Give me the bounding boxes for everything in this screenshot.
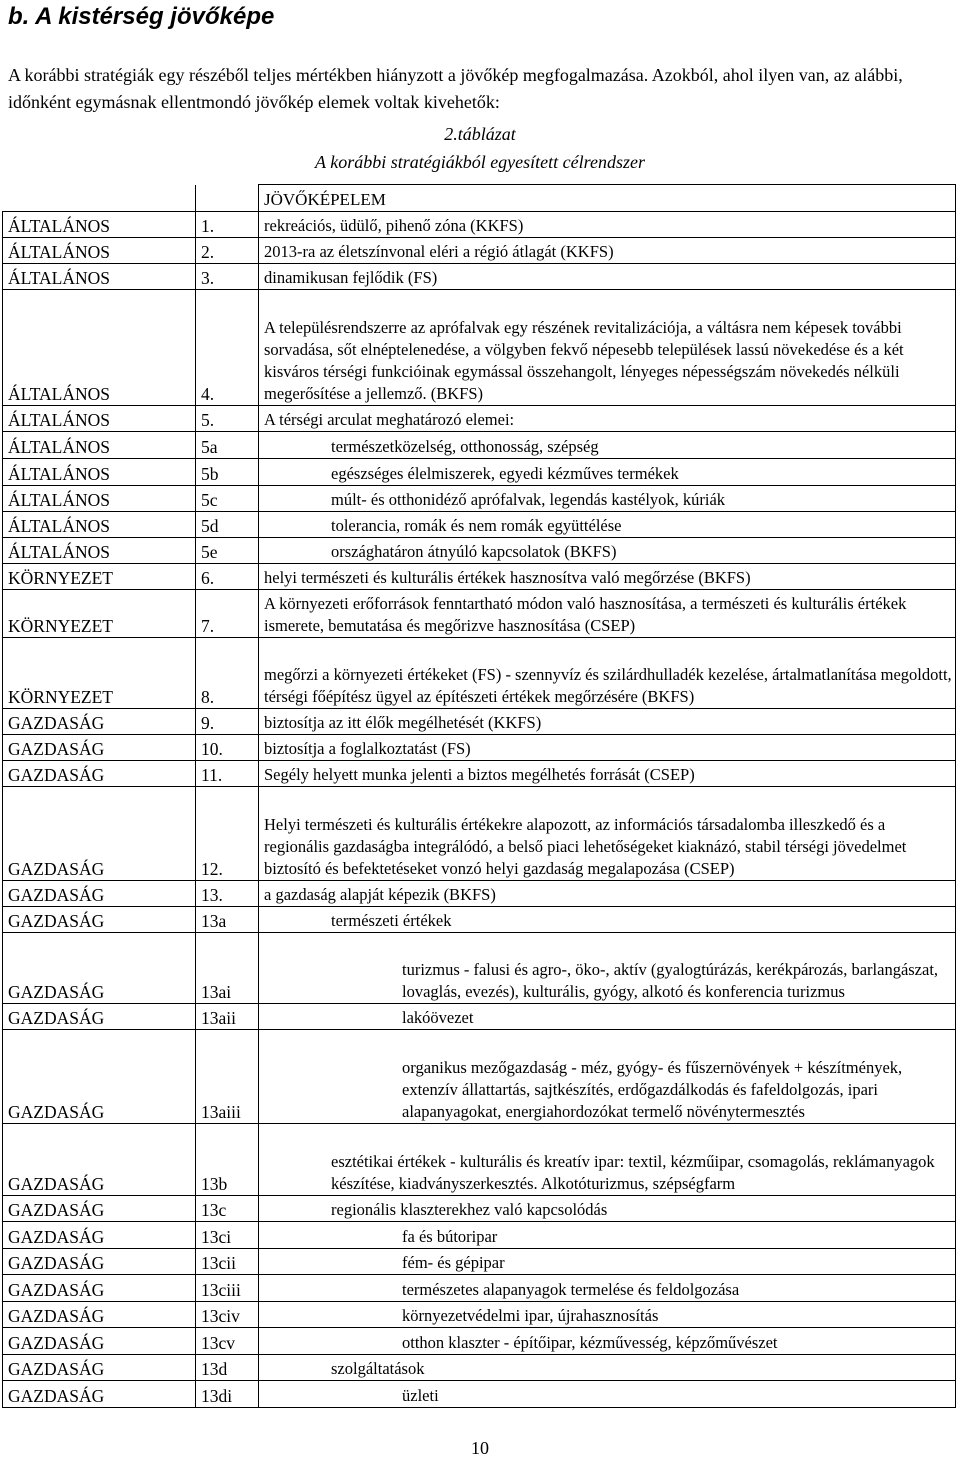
category-cell: ÁLTALÁNOS (3, 486, 196, 512)
item-number-cell: 13aiii (196, 1030, 259, 1124)
table-row (3, 538, 956, 564)
table-row (3, 512, 956, 538)
category-cell: ÁLTALÁNOS (3, 432, 196, 459)
category-cell: GAZDASÁG (3, 1030, 196, 1124)
vision-element-cell: üzleti (259, 1381, 956, 1408)
item-number-cell: 13c (196, 1196, 259, 1222)
table-row (3, 1355, 956, 1381)
item-number-cell: 5. (196, 406, 259, 432)
category-cell: GAZDASÁG (3, 1275, 196, 1302)
category-cell: GAZDASÁG (3, 787, 196, 881)
table-row (3, 1302, 956, 1328)
category-cell: ÁLTALÁNOS (3, 290, 196, 406)
category-cell: GAZDASÁG (3, 1381, 196, 1408)
category-cell: ÁLTALÁNOS (3, 264, 196, 290)
item-number-cell: 6. (196, 564, 259, 590)
category-cell: GAZDASÁG (3, 907, 196, 933)
category-cell: GAZDASÁG (3, 1222, 196, 1249)
table-row (3, 1196, 956, 1222)
table-row (3, 1249, 956, 1275)
table-row (3, 1381, 956, 1408)
category-cell: ÁLTALÁNOS (3, 538, 196, 564)
table-row (3, 1124, 956, 1196)
table-row (3, 238, 956, 264)
category-cell: GAZDASÁG (3, 1328, 196, 1355)
table-row (3, 590, 956, 638)
vision-element-cell: országhatáron átnyúló kapcsolatok (BKFS) (259, 538, 956, 564)
category-cell: GAZDASÁG (3, 709, 196, 735)
category-cell: GAZDASÁG (3, 881, 196, 907)
item-number-cell: 13d (196, 1355, 259, 1381)
category-cell: ÁLTALÁNOS (3, 512, 196, 538)
table-header-row (3, 185, 956, 212)
item-number-cell: 7. (196, 590, 259, 638)
table-row (3, 638, 956, 709)
category-cell: GAZDASÁG (3, 1302, 196, 1328)
category-cell: GAZDASÁG (3, 735, 196, 761)
item-number-cell: 13b (196, 1124, 259, 1196)
table-row (3, 933, 956, 1004)
item-number-cell: 5d (196, 512, 259, 538)
table-caption-number: 2.táblázat (444, 124, 516, 144)
table-row (3, 564, 956, 590)
item-number-cell: 13civ (196, 1302, 259, 1328)
intro-paragraph: A korábbi stratégiák egy részéből teljes mértékben hiányzott a jövőkép megfogalmazása. Azokból, ahol ilyen van, az alábbi, időnként egymásnak ellentmondó jövőkép elemek voltak kivehetők: (8, 65, 903, 112)
vision-element-cell: Segély helyett munka jelenti a biztos megélhetés forrását (CSEP) (259, 761, 956, 787)
item-number-cell: 13ai (196, 933, 259, 1004)
vision-element-cell: dinamikusan fejlődik (FS) (259, 264, 956, 290)
item-number-cell: 1. (196, 212, 259, 238)
table-row (3, 486, 956, 512)
item-number-cell: 13di (196, 1381, 259, 1408)
category-cell: GAZDASÁG (3, 1355, 196, 1381)
table-row (3, 459, 956, 486)
vision-element-cell: környezetvédelmi ipar, újrahasznosítás (259, 1302, 956, 1328)
vision-element-cell: A településrendszerre az aprófalvak egy részének revitalizációja, a váltásra nem képesek további sorvadása, sőt elnéptelenedése, a völgyben fekvő népesebb települések lassú növekedése és a két kisváros térségi funkcióinak egymással összehangolt, lényeges népességszám növekedés nélküli megerősítése a jellemző. (BKFS) (259, 290, 956, 406)
category-cell: ÁLTALÁNOS (3, 212, 196, 238)
table-row (3, 1275, 956, 1302)
vision-element-cell: megőrzi a környezeti értékeket (FS) - szennyvíz és szilárdhulladék kezelése, ártalmatlanítása megoldott, térségi főépítész ügyel az építészeti értékek megőrzésére (BKFS) (259, 638, 956, 709)
vision-element-cell: fa és bútoripar (259, 1222, 956, 1249)
vision-element-cell: a gazdaság alapját képezik (BKFS) (259, 881, 956, 907)
vision-element-cell: lakóövezet (259, 1004, 956, 1030)
vision-element-cell: természetközelség, otthonosság, szépség (259, 432, 956, 459)
goal-system-table (2, 184, 956, 1408)
page-number: 10 (471, 1438, 489, 1458)
item-number-cell: 5b (196, 459, 259, 486)
item-number-cell: 2. (196, 238, 259, 264)
vision-element-cell: 2013-ra az életszínvonal eléri a régió átlagát (KKFS) (259, 238, 956, 264)
table-row (3, 432, 956, 459)
table-caption-title: A korábbi stratégiákból egyesített célrendszer (315, 152, 645, 172)
vision-element-cell: múlt- és otthonidéző aprófalvak, legendás kastélyok, kúriák (259, 486, 956, 512)
vision-element-cell: szolgáltatások (259, 1355, 956, 1381)
vision-element-cell: turizmus - falusi és agro-, öko-, aktív (gyalogtúrázás, kerékpározás, barlangászat, lovaglás, evezés), kulturális, gyógy, alkotó és konferencia turizmus (259, 933, 956, 1004)
item-number-cell: 13cv (196, 1328, 259, 1355)
table-row (3, 264, 956, 290)
table-body (3, 185, 956, 1408)
item-number-cell: 5c (196, 486, 259, 512)
item-number-cell: 13. (196, 881, 259, 907)
category-cell: ÁLTALÁNOS (3, 238, 196, 264)
section-heading: b. A kistérség jövőképe (8, 3, 275, 30)
table-row (3, 1222, 956, 1249)
item-number-cell: 13ciii (196, 1275, 259, 1302)
item-number-cell: 5a (196, 432, 259, 459)
table-row (3, 881, 956, 907)
table-row (3, 290, 956, 406)
vision-element-cell: természetes alapanyagok termelése és feldolgozása (259, 1275, 956, 1302)
item-number-cell: 13aii (196, 1004, 259, 1030)
item-number-cell: 8. (196, 638, 259, 709)
vision-element-cell: rekreációs, üdülő, pihenő zóna (KKFS) (259, 212, 956, 238)
table-row (3, 735, 956, 761)
table-row (3, 1328, 956, 1355)
item-number-cell: 11. (196, 761, 259, 787)
table-row (3, 406, 956, 432)
vision-element-cell: biztosítja a foglalkoztatást (FS) (259, 735, 956, 761)
vision-element-cell: fém- és gépipar (259, 1249, 956, 1275)
category-cell: GAZDASÁG (3, 933, 196, 1004)
category-cell: GAZDASÁG (3, 1249, 196, 1275)
table-row (3, 1030, 956, 1124)
vision-element-cell: tolerancia, romák és nem romák együttélése (259, 512, 956, 538)
vision-element-cell: otthon klaszter - építőipar, kézművesség, képzőművészet (259, 1328, 956, 1355)
category-cell: KÖRNYEZET (3, 564, 196, 590)
header-empty-cell (196, 185, 259, 212)
item-number-cell: 5e (196, 538, 259, 564)
category-cell: ÁLTALÁNOS (3, 459, 196, 486)
item-number-cell: 13ci (196, 1222, 259, 1249)
category-cell: KÖRNYEZET (3, 638, 196, 709)
table-row (3, 212, 956, 238)
vision-element-cell: biztosítja az itt élők megélhetését (KKFS) (259, 709, 956, 735)
category-cell: GAZDASÁG (3, 1004, 196, 1030)
vision-element-cell: A térségi arculat meghatározó elemei: (259, 406, 956, 432)
vision-element-cell: Helyi természeti és kulturális értékekre alapozott, az információs társadalomba illeszkedő és a regionális gazdaságba integrálódó, a belső piaci lehetőségeket kiaknázó, stabil térségi jövedelmet biztosító és befektetéseket vonzó helyi gazdaság megalapozása (CSEP) (259, 787, 956, 881)
table-row (3, 709, 956, 735)
vision-element-cell: egészséges élelmiszerek, egyedi kézműves termékek (259, 459, 956, 486)
header-empty-cell (3, 185, 196, 212)
category-cell: GAZDASÁG (3, 1124, 196, 1196)
table-row (3, 761, 956, 787)
table-row (3, 787, 956, 881)
item-number-cell: 3. (196, 264, 259, 290)
vision-element-cell: A környezeti erőforrások fenntartható módon való hasznosítása, a természeti és kulturális értékek ismerete, bemutatása és megőrizve hasznosítása (CSEP) (259, 590, 956, 638)
table-header-jovokepelem: JÖVŐKÉPELEM (259, 185, 956, 212)
item-number-cell: 13a (196, 907, 259, 933)
item-number-cell: 12. (196, 787, 259, 881)
table-row (3, 907, 956, 933)
vision-element-cell: természeti értékek (259, 907, 956, 933)
item-number-cell: 13cii (196, 1249, 259, 1275)
item-number-cell: 10. (196, 735, 259, 761)
vision-element-cell: helyi természeti és kulturális értékek hasznosítva való megőrzése (BKFS) (259, 564, 956, 590)
category-cell: KÖRNYEZET (3, 590, 196, 638)
vision-element-cell: organikus mezőgazdaság - méz, gyógy- és fűszernövények + készítmények, extenzív állattartás, sajtkészítés, erdőgazdálkodás és fafeldolgozás, ipari alapanyagokat, energiahordozókat termelő növénytermesztés (259, 1030, 956, 1124)
item-number-cell: 4. (196, 290, 259, 406)
category-cell: GAZDASÁG (3, 1196, 196, 1222)
table-row (3, 1004, 956, 1030)
vision-element-cell: regionális klaszterekhez való kapcsolódás (259, 1196, 956, 1222)
category-cell: GAZDASÁG (3, 761, 196, 787)
category-cell: ÁLTALÁNOS (3, 406, 196, 432)
item-number-cell: 9. (196, 709, 259, 735)
vision-element-cell: esztétikai értékek - kulturális és kreatív ipar: textil, kézműipar, csomagolás, reklámanyagok készítése, kiadványszerkesztés. Alkotóturizmus, szépségfarm (259, 1124, 956, 1196)
